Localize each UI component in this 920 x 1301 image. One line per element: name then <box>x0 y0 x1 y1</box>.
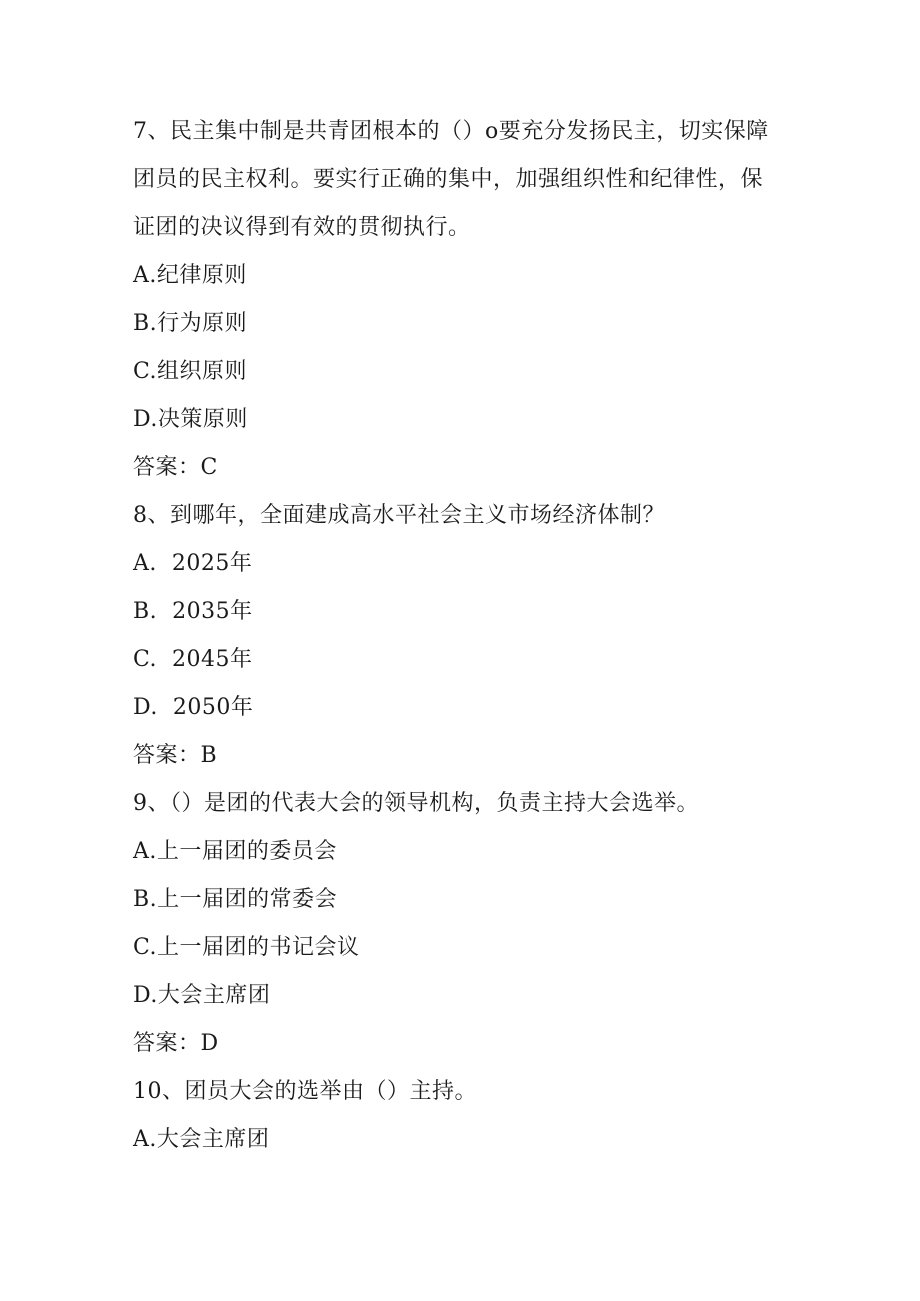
answer-line: 答案：B <box>133 743 218 768</box>
option-c: C. 2045年 <box>133 647 253 672</box>
option-a: A. 2025年 <box>133 551 253 576</box>
option-d: D.决策原则 <box>133 407 248 432</box>
option-b: B.上一届团的常委会 <box>133 887 338 912</box>
question-9 <box>133 780 793 1068</box>
option-b: B. 2035年 <box>133 599 253 624</box>
answer-line: 答案：D <box>133 1031 219 1056</box>
question-list <box>133 108 793 1164</box>
question-7 <box>133 108 793 492</box>
option-a: A.纪律原则 <box>133 263 247 288</box>
question-text-line: 10、团员大会的选举由（）主持。 <box>133 1079 477 1104</box>
option-c: C.上一届团的书记会议 <box>133 935 360 960</box>
option-b: B.行为原则 <box>133 311 248 336</box>
answer-line: 答案：C <box>133 455 218 480</box>
option-d: D.大会主席团 <box>133 983 271 1008</box>
question-text-line: 证团的决议得到有效的贯彻执行。 <box>133 215 471 240</box>
option-a: A.大会主席团 <box>133 1127 270 1152</box>
question-text-line: 9、（）是团的代表大会的领导机构，负责主持大会选举。 <box>133 791 699 816</box>
question-text-line: 团员的民主权利。要实行正确的集中，加强组织性和纪律性，保 <box>133 167 764 192</box>
question-10 <box>133 1068 793 1164</box>
option-d: D. 2050年 <box>133 695 254 720</box>
option-c: C.组织原则 <box>133 359 248 384</box>
question-text-line: 7、民主集中制是共青团根本的（）o要充分发扬民主，切实保障 <box>133 119 769 144</box>
option-a: A.上一届团的委员会 <box>133 839 337 864</box>
question-8 <box>133 492 793 780</box>
question-text-line: 8、到哪年，全面建成高水平社会主义市场经济体制？ <box>133 503 665 528</box>
